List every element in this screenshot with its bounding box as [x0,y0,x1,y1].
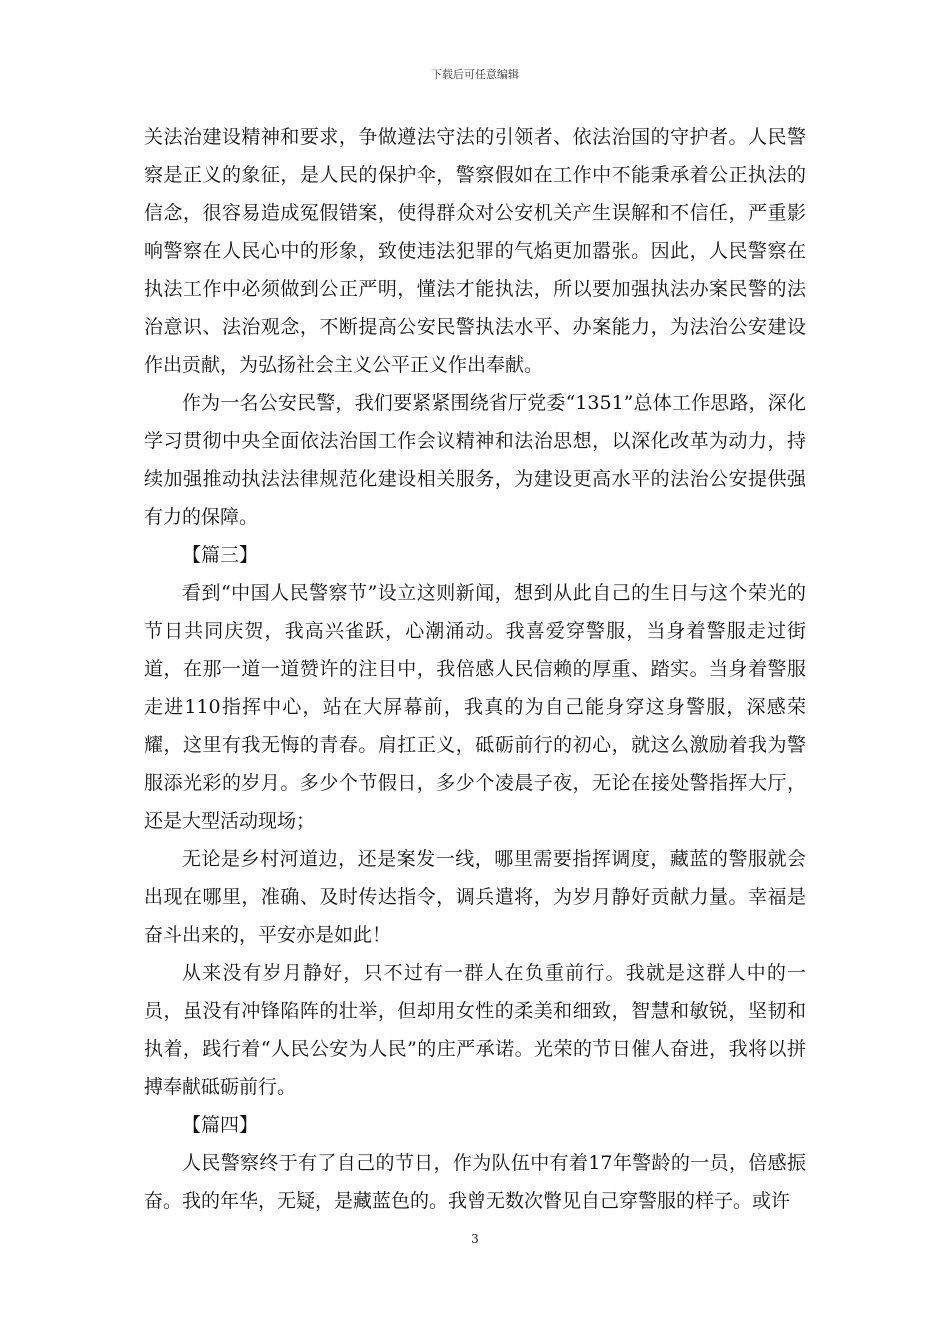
paragraph-continuation: 关法治建设精神和要求，争做遵法守法的引领者、依法治国的守护者。人民警察是正义的象征，是人民的保护伞，警察假如在工作中不能秉承着公正执法的信念，很容易造成冤假错案，使得群众对公安机关产生误解和不信任，严重影响警察在人民心中的形象，致使违法犯罪的气焰更加嚣张。因此，人民警察在执法工作中必须做到公正严明，懂法才能执法，所以要加强执法办案民警的法治意识、法治观念，不断提高公安民警执法水平、办案能力，为法治公安建设作出贡献，为弘扬社会主义公平正义作出奉献。 [144,126,806,376]
page-header: 下载后可任意编辑 [431,68,519,81]
section-heading-4: 【篇四】 [182,1114,259,1136]
document-body [144,118,806,1220]
paragraph: 作为一名公安民警，我们要紧紧围绕省厅党委“1351”总体工作思路，深化学习贯彻中央全面依法治国工作会议精神和法治思想，以深化改革为动力，持续加强推动执法法律规范化建设相关服务，为建设更高水平的法治公安提供强有力的保障。 [144,392,806,528]
paragraph: 看到“中国人民警察节”设立这则新闻，想到从此自己的生日与这个荣光的节日共同庆贺，我高兴雀跃，心潮涌动。我喜爱穿警服，当身着警服走过街道，在那一道一道赞许的注目中，我倍感人民信赖的厚重、踏实。当身着警服走进110指挥中心，站在大屏幕前，我真的为自己能身穿这身警服，深感荣耀，这里有我无悔的青春。肩扛正义，砥砺前行的初心，就这么激励着我为警服添光彩的岁月。多少个节假日，多少个凌晨子夜，无论在接处警指挥大厅，还是大型活动现场； [144,582,806,832]
section-heading-3: 【篇三】 [182,544,259,566]
paragraph: 人民警察终于有了自己的节日，作为队伍中有着17年警龄的一员，倍感振奋。我的年华，无疑，是藏蓝色的。我曾无数次瞥见自己穿警服的样子。或许 [144,1152,806,1212]
paragraph: 从来没有岁月静好，只不过有一群人在负重前行。我就是这群人中的一员，虽没有冲锋陷阵的壮举，但却用女性的柔美和细致，智慧和敏锐，坚韧和执着，践行着“人民公安为人民”的庄严承诺。光荣的节日催人奋进，我将以拼搏奉献砥砺前行。 [144,962,806,1098]
paragraph: 无论是乡村河道边，还是案发一线，哪里需要指挥调度，藏蓝的警服就会出现在哪里，准确、及时传达指令，调兵遣将，为岁月静好贡献力量。幸福是奋斗出来的，平安亦是如此！ [144,848,806,946]
page-number: 3 [471,1232,479,1246]
